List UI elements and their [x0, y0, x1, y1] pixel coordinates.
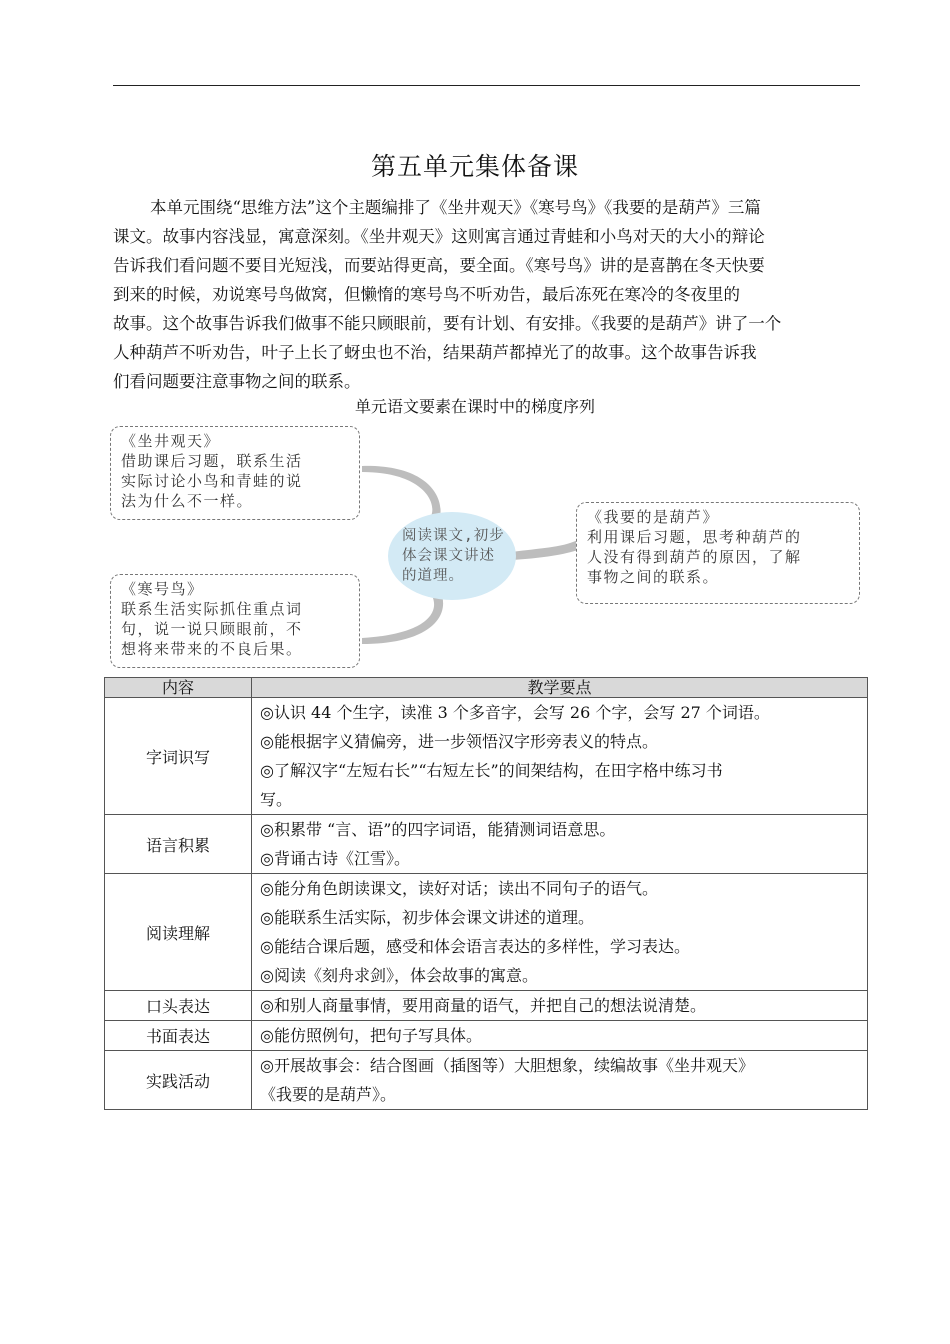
row-label: 字词识写 — [105, 698, 252, 815]
row-label: 口头表达 — [105, 991, 252, 1021]
row-content — [252, 991, 868, 1021]
table-row — [105, 815, 868, 874]
intro-line: 们看问题要注意事物之间的联系。 — [113, 372, 361, 391]
box-line: 利用课后习题，思考种葫芦的 — [587, 528, 802, 546]
point-line: ◎背诵古诗《江雪》。 — [260, 849, 410, 868]
row-label: 语言积累 — [105, 815, 252, 874]
center-line: 的道理。 — [402, 568, 464, 584]
row-label: 书面表达 — [105, 1021, 252, 1051]
lesson-box-woyaodeshihulu — [576, 502, 860, 604]
center-bubble — [388, 512, 516, 600]
center-line: 体会课文讲述 — [402, 548, 495, 564]
row-content — [252, 1021, 868, 1051]
box-heading: 《我要的是葫芦》 — [587, 508, 720, 526]
diagram-title: 单元语文要素在课时中的梯度序列 — [354, 397, 595, 416]
point-line: ◎能结合课后题，感受和体会语言表达的多样性，学习表达。 — [260, 937, 690, 956]
box-line: 句，说一说只顾眼前，不 — [121, 620, 303, 638]
box-line: 联系生活实际抓住重点词 — [121, 600, 303, 618]
box-line: 人没有得到葫芦的原因，了解 — [587, 548, 802, 566]
point-line: ◎和别人商量事情，要用商量的语气，并把自己的想法说清楚。 — [260, 996, 706, 1015]
point-line: 《我要的是葫芦》。 — [260, 1085, 397, 1104]
box-line: 借助课后习题，联系生活 — [121, 452, 303, 470]
table-row — [105, 1051, 868, 1110]
point-line: ◎能分角色朗读课文，读好对话；读出不同句子的语气。 — [260, 879, 658, 898]
intro-line: 到来的时候，劝说寒号鸟做窝，但懒惰的寒号鸟不听劝告，最后冻死在寒冷的冬夜里的 — [113, 285, 740, 304]
point-line: ◎能根据字义猜偏旁，进一步领悟汉字形旁表义的特点。 — [260, 732, 658, 751]
box-heading: 《寒号鸟》 — [121, 580, 204, 598]
lesson-box-zuojingguantian — [110, 426, 360, 520]
intro-line: 课文。故事内容浅显，寓意深刻。《坐井观天》这则寓言通过青蛙和小鸟对天的大小的辩论 — [113, 227, 765, 246]
table-header-cell: 内容 — [105, 678, 252, 698]
point-line: ◎开展故事会：结合图画（插图等）大胆想象，续编故事《坐井观天》 — [260, 1056, 754, 1075]
box-line: 想将来带来的不良后果。 — [121, 640, 303, 658]
table-row — [105, 698, 868, 815]
connector-box3 — [512, 540, 578, 560]
intro-paragraph — [113, 193, 860, 396]
point-line: ◎能仿照例句，把句子写具体。 — [260, 1026, 482, 1045]
table-header-row — [105, 678, 868, 698]
point-line: 写。 — [260, 790, 293, 809]
point-line: ◎阅读《刻舟求剑》，体会故事的寓意。 — [260, 966, 538, 985]
center-line: 阅读课文,初步 — [402, 528, 505, 544]
intro-line: 本单元围绕“思维方法”这个主题编排了《坐井观天》《寒号鸟》《我要的是葫芦》三篇 — [150, 198, 761, 217]
row-content — [252, 698, 868, 815]
box-line: 法为什么不一样。 — [121, 492, 254, 510]
header-rule — [113, 85, 860, 86]
point-line: ◎能联系生活实际，初步体会课文讲述的道理。 — [260, 908, 594, 927]
lesson-box-hanhaoniao — [110, 574, 360, 668]
table-header-cell: 教学要点 — [252, 678, 868, 698]
connector-box2 — [362, 590, 443, 644]
row-content — [252, 874, 868, 991]
point-line: ◎了解汉字“左短右长”“右短左长”的间架结构，在田字格中练习书 — [260, 761, 723, 780]
teaching-points-table — [104, 677, 868, 1110]
point-line: ◎积累带 “言、语”的四字词语，能猜测词语意思。 — [260, 820, 616, 839]
box-line: 事物之间的联系。 — [587, 568, 720, 586]
row-content — [252, 1051, 868, 1110]
row-label: 实践活动 — [105, 1051, 252, 1110]
page-title: 第五单元集体备课 — [370, 152, 579, 181]
table-row — [105, 874, 868, 991]
box-heading: 《坐井观天》 — [121, 432, 221, 450]
row-content — [252, 815, 868, 874]
intro-line: 人种葫芦不听劝告，叶子上长了蚜虫也不治，结果葫芦都掉光了的故事。这个故事告诉我 — [113, 343, 757, 362]
intro-line: 故事。这个故事告诉我们做事不能只顾眼前，要有计划、有安排。《我要的是葫芦》讲了一个 — [113, 314, 782, 333]
table-row — [105, 991, 868, 1021]
box-line: 实际讨论小鸟和青蛙的说 — [121, 472, 303, 490]
intro-line: 告诉我们看问题不要目光短浅，而要站得更高，要全面。《寒号鸟》讲的是喜鹊在冬天快要 — [113, 256, 765, 275]
concept-diagram — [100, 420, 880, 670]
point-line: ◎认识 44 个生字，读准 3 个多音字，会写 26 个字，会写 27 个词语。 — [260, 703, 770, 722]
table-row — [105, 1021, 868, 1051]
row-label: 阅读理解 — [105, 874, 252, 991]
